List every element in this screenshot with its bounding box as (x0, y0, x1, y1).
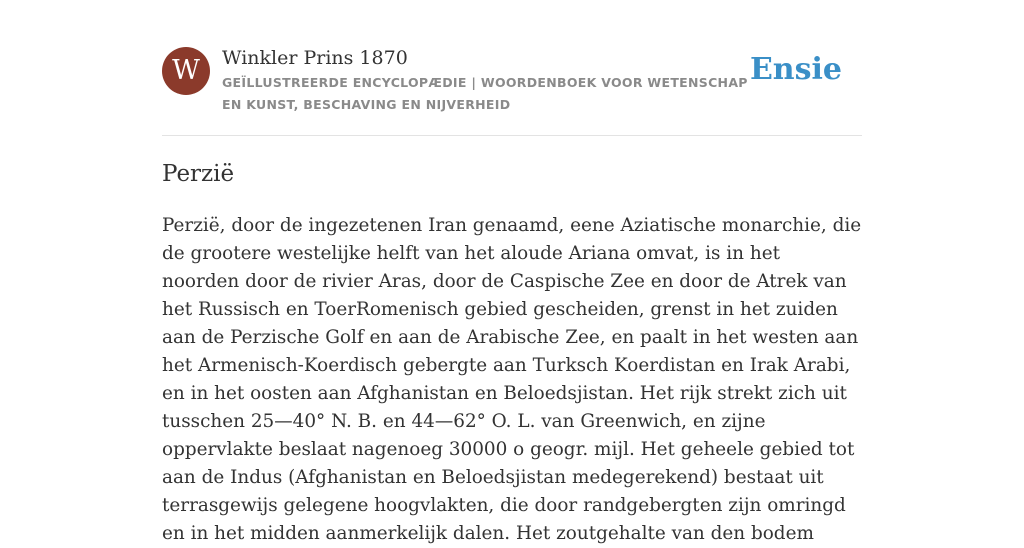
avatar[interactable]: W (162, 47, 210, 95)
header-divider (162, 135, 862, 136)
entry-body: Perzië, door de ingezetenen Iran genaamd, eene Aziatische monarchie, die de grootere westelijke helft van het aloude Ariana omvat, is in het noorden door de rivier Aras, door de Caspische Zee en door de Atrek van het Russisch en ToerRomenisch gebied gescheiden, grenst in het zuiden aan de Perzische Golf en aan de Arabische Zee, en paalt in het westen aan het Armenisch-Koerdisch gebergte aan Turksch Koerdistan en Irak Arabi, en in het oosten aan Afghanistan en Beloedsjistan. Het rijk strekt zich uit tusschen 25—40° N. B. en 44—62° O. L. van Greenwich, en zijne oppervlakte beslaat nagenoeg 30000 o geogr. mijl. Het geheele gebied tot aan de Indus (Afghanistan en Beloedsjistan medegerekend) bestaat uit terrasgewijs gelegene hoogvlakten, die door randgebergten zijn omringd en in het midden aanmerkelijk dalen. Het zoutgehalte van den bodem (162, 215, 862, 544)
source-subtitle: GEÏLLUSTREERDE ENCYCLOPÆDIE | WOORDENBOEK VOOR WETENSCHAP EN KUNST, BESCHAVING EN NIJVERHEID (222, 75, 748, 112)
source-title[interactable]: Winkler Prins 1870 (222, 47, 408, 69)
source-header (162, 46, 862, 116)
entry-title: Perzië (162, 161, 235, 187)
brand-logo[interactable]: Ensie (749, 52, 842, 87)
